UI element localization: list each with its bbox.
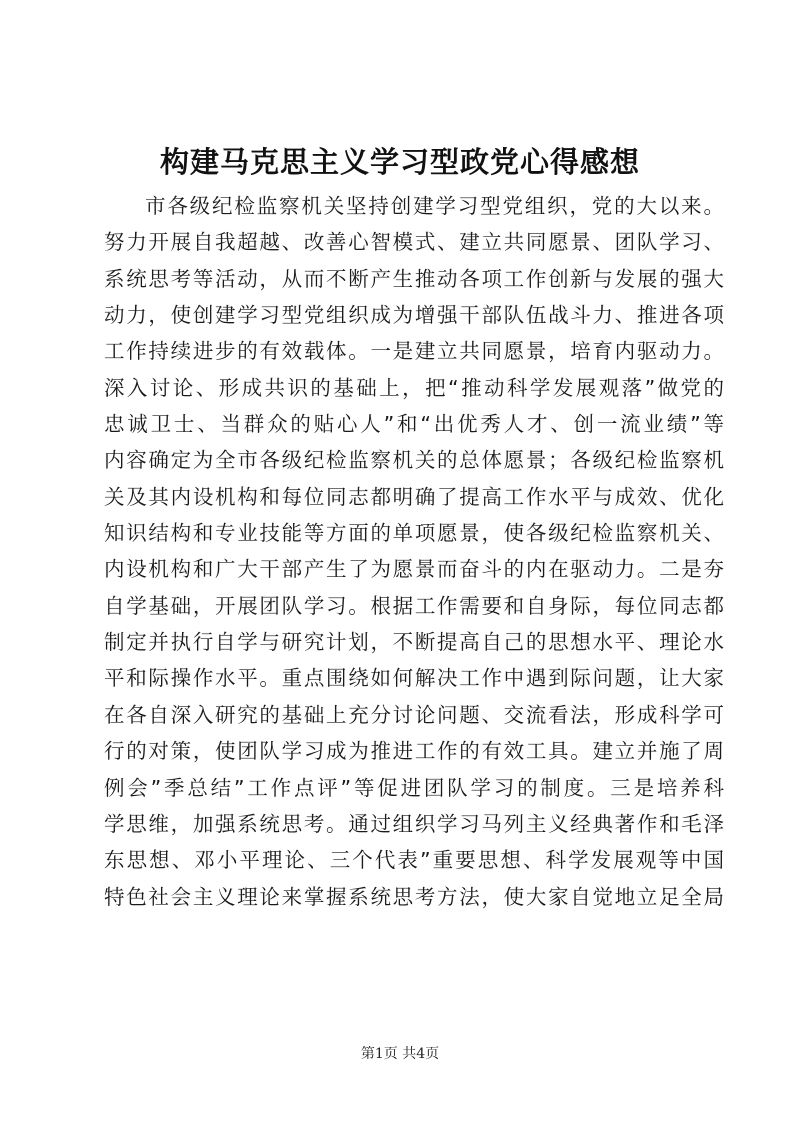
body-line: 内容确定为全市各级纪检监察机关的总体愿景；各级纪检监察机 (104, 448, 724, 473)
body-line: 深入讨论、形成共识的基础上，把“推动科学发展观落”做党的 (104, 375, 724, 400)
body-line: 内设机构和广大干部产生了为愿景而奋斗的内在驱动力。二是夯 (104, 557, 724, 582)
body-line: 东思想、邓小平理论、三个代表”重要思想、科学发展观等中国 (104, 848, 724, 873)
body-line: 在各自深入研究的基础上充分讨论问题、交流看法，形成科学可 (104, 702, 724, 727)
body-line: 行的对策，使团队学习成为推进工作的有效工具。建立并施了周 (104, 739, 724, 764)
body-line: 知识结构和专业技能等方面的单项愿景，使各级纪检监察机关、 (104, 521, 724, 546)
body-line: 例会”季总结”工作点评”等促进团队学习的制度。三是培养科 (104, 775, 724, 800)
body-line: 忠诚卫士、当群众的贴心人”和“出优秀人才、创一流业绩”等 (104, 412, 724, 437)
body-line: 特色社会主义理论来掌握系统思考方法，使大家自觉地立足全局 (104, 884, 724, 909)
document-title: 构建马克思主义学习型政党心得感想 (159, 145, 640, 179)
body-line: 系统思考等活动，从而不断产生推动各项工作创新与发展的强大 (104, 266, 724, 291)
body-line: 制定并执行自学与研究计划，不断提高自己的思想水平、理论水 (104, 630, 724, 655)
body-line: 自学基础，开展团队学习。根据工作需要和自身际，每位同志都 (104, 593, 724, 618)
body-line: 市各级纪检监察机关坚持创建学习型党组织，党的大以来。 (145, 194, 724, 218)
body-line: 动力，使创建学习型党组织成为增强干部队伍战斗力、推进各项 (104, 303, 724, 328)
body-line: 努力开展自我超越、改善心智模式、建立共同愿景、团队学习、 (104, 230, 724, 255)
body-line: 学思维，加强系统思考。通过组织学习马列主义经典著作和毛泽 (104, 811, 724, 836)
body-line: 关及其内设机构和每位同志都明确了提高工作水平与成效、优化 (104, 484, 724, 509)
document-body (104, 188, 724, 915)
page-number-footer: 第1页 共4页 (360, 1046, 440, 1062)
body-line: 工作持续进步的有效载体。一是建立共同愿景，培育内驱动力。 (104, 339, 724, 364)
body-line: 平和际操作水平。重点围绕如何解决工作中遇到际问题，让大家 (104, 666, 724, 691)
